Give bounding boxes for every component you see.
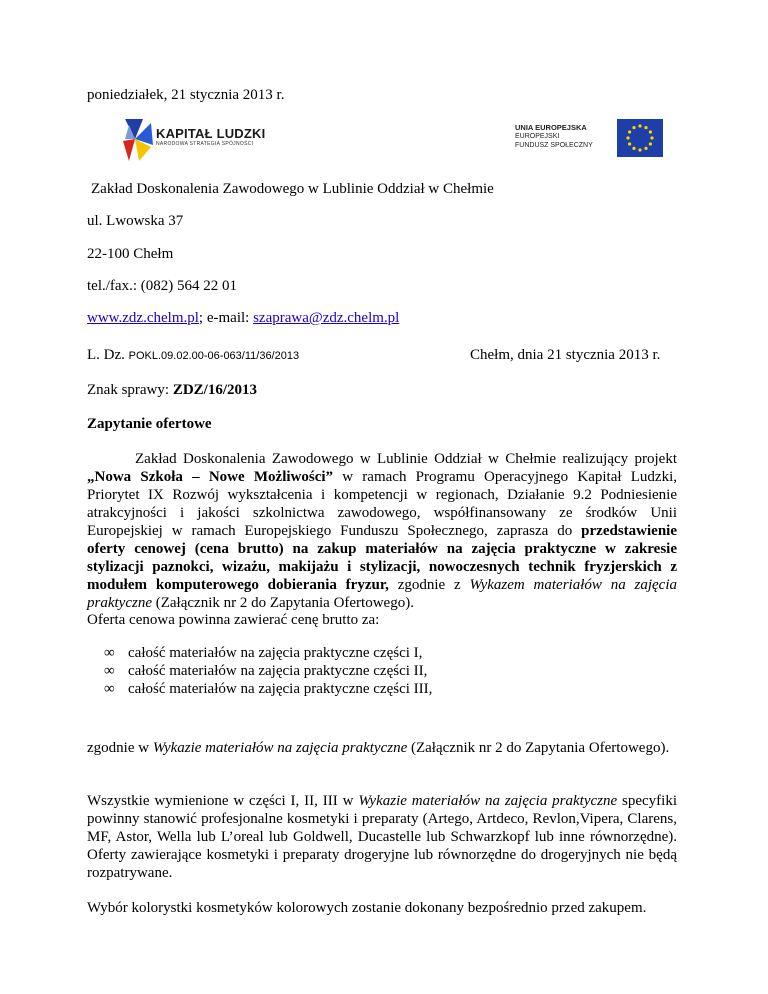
website-link[interactable]: www.zdz.chelm.pl	[87, 310, 199, 326]
p1-text-e: zgodnie z	[388, 577, 470, 593]
p4-text-c: specyfiki powinny stanowić profesjonalne kosmetyki i preparaty (Artego, Artdeco, Revlon,Vipera, Clarens, MF, Astor, Wella lub L’oreal lub Goldwell, Ducastelle lub Schwarzkopf lub inne równorzędne). Oferty zawierające kosmetyki i preparaty drogeryjne lub równorzędne do drogeryjnych nie będą rozpatrywane.	[87, 793, 678, 881]
paragraph-price-intro: Oferta cenowa powinna zawierać cenę brutto za:	[87, 612, 380, 628]
p3-text-c: (Załącznik nr 2 do Zapytania Ofertowego).	[407, 740, 670, 756]
p1-attachment-ref: Wykazem materiałów na zajęcia praktyczne	[87, 577, 678, 611]
list-item	[104, 680, 432, 698]
p3-text-a: zgodnie w	[87, 740, 153, 756]
document-date: poniedziałek, 21 stycznia 2013 r.	[87, 87, 285, 103]
sender-name: Zakład Doskonalenia Zawodowego w Lublinie Oddział w Chełmie	[91, 181, 494, 197]
p1-text-a: Zakład Doskonalenia Zawodowego w Lublinie Oddział w Chełmie realizujący projekt	[135, 451, 677, 467]
p1-text-c: w ramach Programu Operacyjnego Kapitał Ludzki, Priorytet IX Rozwój wykształcenia i kompetencji w regionach, Działanie 9.2 Podniesienie atrakcyjności i jakości szkolnictwa zawodowego, współfinansowany ze środków Unii Europejskiej w ramach Europejskiego Funduszu Społecznego, zaprasza do	[87, 469, 677, 539]
sender-phone: tel./fax.: (082) 564 22 01	[87, 278, 237, 294]
list-item-text: całość materiałów na zajęcia praktyczne części I,	[128, 645, 423, 661]
list-item	[104, 644, 432, 662]
sender-street: ul. Lwowska 37	[87, 213, 184, 229]
kapital-ludzki-emblem-icon	[121, 117, 157, 163]
kapital-ludzki-logo	[121, 117, 281, 163]
list-item	[104, 662, 432, 680]
sender-contact-line	[87, 309, 399, 327]
kapital-ludzki-title: KAPITAŁ LUDZKI	[156, 126, 266, 141]
eu-line-2: EUROPEJSKI	[515, 133, 560, 140]
p1-project-name: „Nowa Szkoła – Nowe Możliwości”	[87, 469, 334, 485]
reference-number	[87, 346, 299, 365]
email-prefix: ; e-mail:	[198, 310, 254, 326]
kapital-ludzki-subtitle: NARODOWA STRATEGIA SPÓJNOŚCI	[156, 141, 254, 147]
p4-text-a: Wszystkie wymienione w części I, II, III w	[87, 793, 359, 809]
case-number-line	[87, 381, 257, 399]
p1-offer-subject: przedstawienie oferty cenowej (cena brutto) na zakup materiałów na zajęcia praktyczne w zakresie stylizacji paznokci, wizażu, makijażu i stylizacji, nowoczesnych technik fryzjerskich z modułem komputerowego dobierania fryzur,	[87, 523, 677, 593]
eu-flag-icon	[617, 119, 663, 157]
paragraph-colors: Wybór kolorystki kosmetyków kolorowych zostanie dokonany bezpośrednio przed zakupem.	[87, 900, 647, 916]
p1-text-g: (Załącznik nr 2 do Zapytania Ofertowego).	[151, 595, 414, 611]
p4-attachment-ref: Wykazie materiałów na zajęcia praktyczne	[358, 793, 618, 809]
paragraph-intro	[87, 450, 677, 612]
eu-line-3: FUNDUSZ SPOŁECZNY	[515, 142, 593, 149]
reference-prefix: L. Dz.	[87, 347, 129, 363]
eu-line-1: UNIA EUROPEJSKA	[515, 123, 587, 132]
bullet-symbol: ∞	[104, 663, 115, 679]
case-number: ZDZ/16/2013	[172, 382, 257, 398]
reference-code: POKL.09.02.00-06-063/11/36/2013	[128, 350, 300, 362]
email-link[interactable]: szaprawa@zdz.chelm.pl	[253, 310, 400, 326]
list-item-text: całość materiałów na zajęcia praktyczne części III,	[128, 681, 433, 697]
bullet-symbol: ∞	[104, 645, 115, 661]
place-date: Chełm, dnia 21 stycznia 2013 r.	[470, 347, 661, 363]
price-items-list	[104, 644, 432, 698]
paragraph-attachment	[87, 739, 677, 757]
eu-logo	[515, 119, 665, 159]
case-label: Znak sprawy:	[87, 382, 173, 398]
bullet-symbol: ∞	[104, 681, 115, 697]
sender-city: 22-100 Chełm	[87, 246, 174, 262]
p3-attachment-ref: Wykazie materiałów na zajęcia praktyczne	[152, 740, 408, 756]
list-item-text: całość materiałów na zajęcia praktyczne części II,	[128, 663, 428, 679]
document-title: Zapytanie ofertowe	[87, 416, 212, 432]
paragraph-specification	[87, 792, 677, 882]
